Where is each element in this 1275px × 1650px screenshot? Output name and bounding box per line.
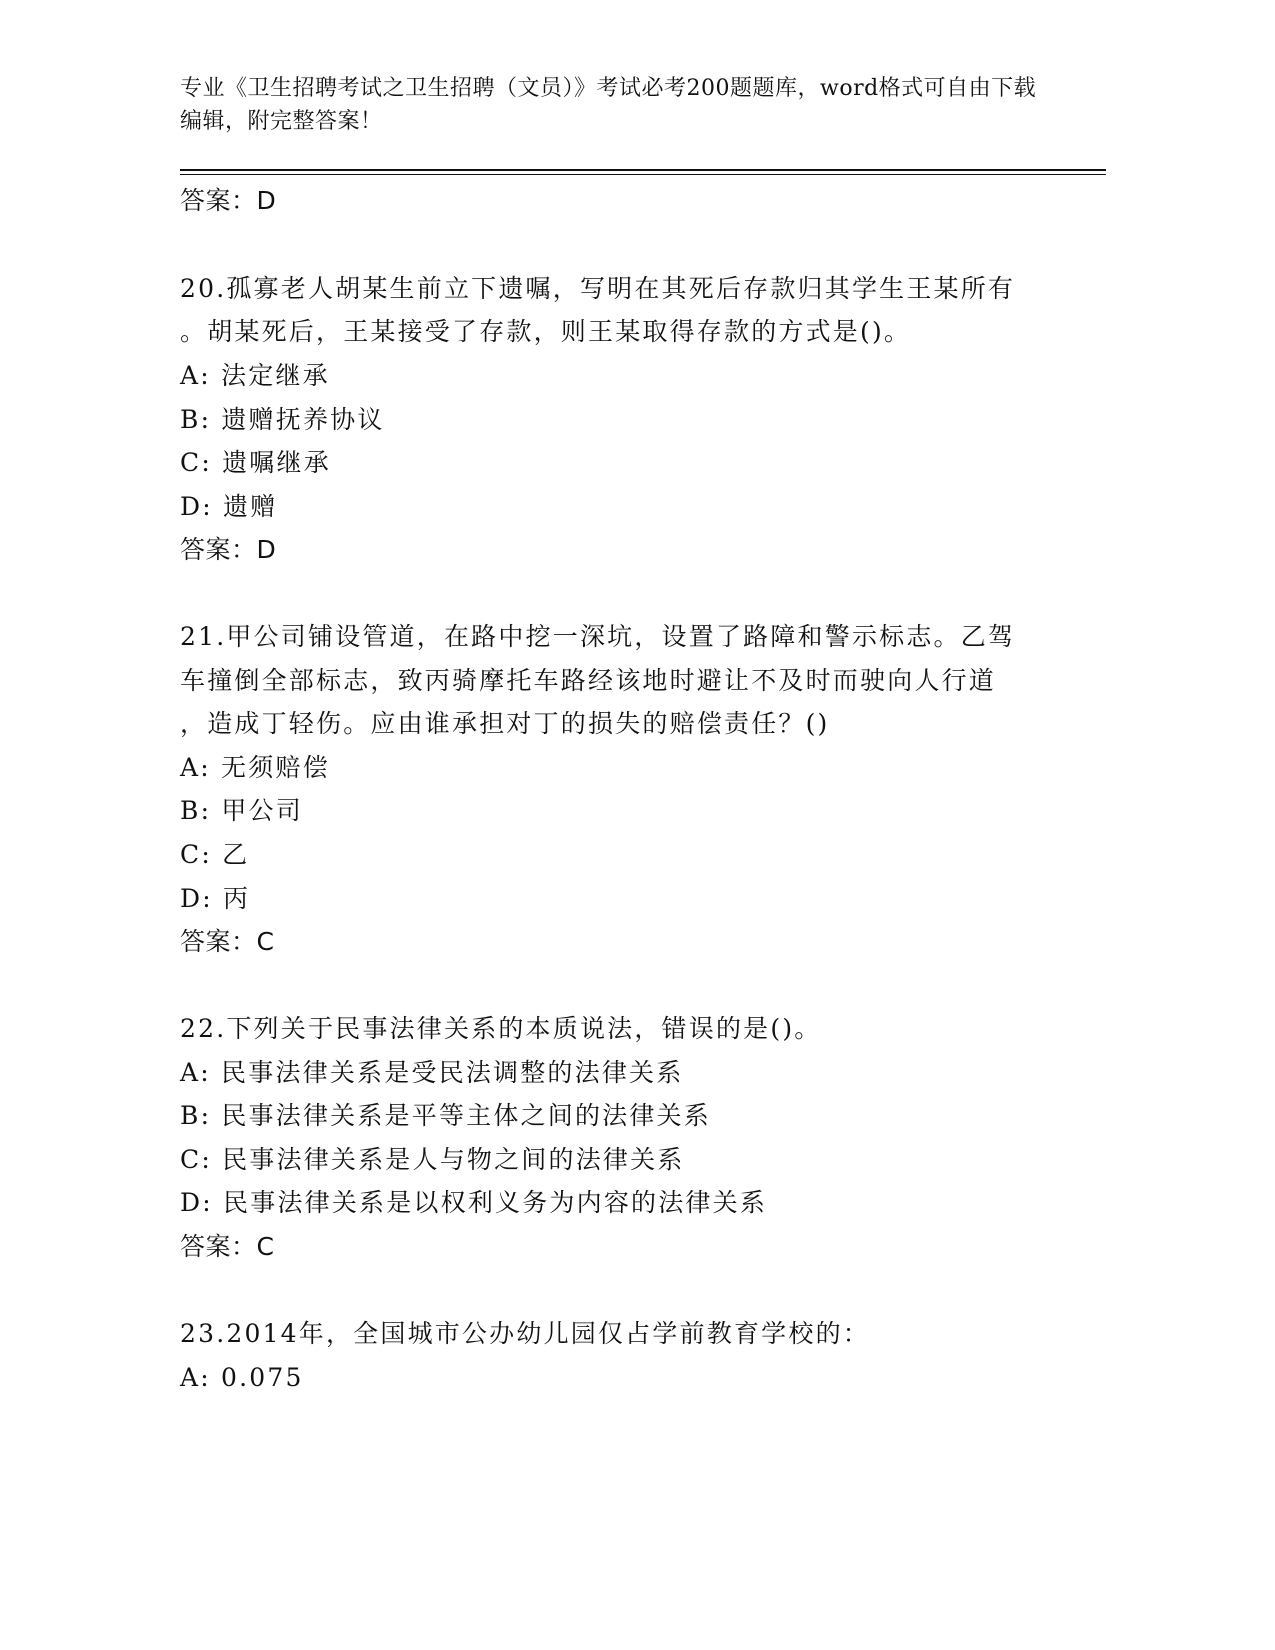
previous-answer: 答案：D: [180, 186, 277, 215]
option-c: C: 民事法律关系是人与物之间的法律关系: [180, 1145, 685, 1174]
document-header: 专业《卫生招聘考试之卫生招聘（文员）》考试必考200题题库，word格式可自由下载编辑，附完整答案！: [180, 76, 1037, 134]
answer: 答案：C: [180, 1232, 275, 1261]
question-stem-line: 。胡某死后，王某接受了存款，则王某取得存款的方式是()。: [180, 317, 912, 346]
question-stem-line: 20.孤寡老人胡某生前立下遗嘱，写明在其死后存款归其学生王某所有: [180, 274, 1016, 303]
option-a: A: 0.075: [180, 1363, 304, 1392]
option-a: A: 民事法律关系是受民法调整的法律关系: [180, 1058, 684, 1087]
question-stem-line: ，造成丁轻伤。应由谁承担对丁的损失的赔偿责任？(): [180, 709, 830, 738]
question-stem-line: 23.2014年，全国城市公办幼儿园仅占学前教育学校的：: [180, 1319, 870, 1348]
option-c: C: 遗嘱继承: [180, 448, 331, 477]
option-a: A: 无须赔偿: [180, 753, 330, 782]
option-b: B: 甲公司: [180, 796, 303, 825]
option-c: C: 乙: [180, 840, 250, 869]
option-d: D: 遗赠: [180, 492, 278, 521]
question-stem-line: 21.甲公司铺设管道，在路中挖一深坑，设置了路障和警示标志。乙驾: [180, 622, 1016, 651]
option-b: B: 民事法律关系是平等主体之间的法律关系: [180, 1101, 711, 1130]
option-b: B: 遗赠抚养协议: [180, 405, 385, 434]
answer: 答案：D: [180, 535, 277, 564]
question-stem-line: 车撞倒全部标志，致丙骑摩托车路经该地时避让不及时而驶向人行道: [180, 666, 997, 695]
header-divider-thin: [180, 174, 1106, 175]
option-a: A: 法定继承: [180, 361, 330, 390]
header-divider-thick: [180, 169, 1106, 171]
option-d: D: 民事法律关系是以权利义务为内容的法律关系: [180, 1188, 768, 1217]
answer: 答案：C: [180, 927, 275, 956]
question-stem-line: 22.下列关于民事法律关系的本质说法，错误的是()。: [180, 1014, 822, 1043]
option-d: D: 丙: [180, 884, 251, 913]
